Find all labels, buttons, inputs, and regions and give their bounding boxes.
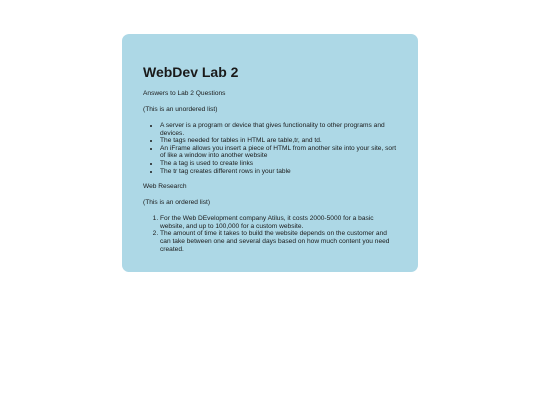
list-item: 2. The amount of time it takes to build the website depends on the customer and can take between one and several days based on how much content you need created. [160, 230, 398, 253]
unordered-list [143, 122, 398, 175]
list-item: • The a tag is used to create links [160, 160, 398, 168]
page-title: WebDev Lab 2 [143, 64, 239, 80]
unordered-list-note: (This is an unordered list) [143, 106, 218, 113]
subtitle-text: Answers to Lab 2 Questions [143, 90, 226, 97]
section-heading: Web Research [143, 183, 187, 191]
list-item: • A server is a program or device that gives functionality to other programs and devices. [160, 122, 398, 137]
list-item: • An iFrame allows you insert a piece of HTML from another site into your site, sort of like a window into another website [160, 145, 398, 160]
ordered-list [143, 215, 398, 253]
content-card [122, 34, 418, 272]
list-item: • The tags needed for tables in HTML are table,tr, and td. [160, 137, 398, 145]
list-item: 1. For the Web DEvelopment company Atilus, it costs 2000-5000 for a basic website, and up to 100,000 for a custom website. [160, 215, 398, 230]
list-item: • The tr tag creates different rows in your table [160, 168, 398, 176]
ordered-list-note: (This is an ordered list) [143, 199, 211, 207]
